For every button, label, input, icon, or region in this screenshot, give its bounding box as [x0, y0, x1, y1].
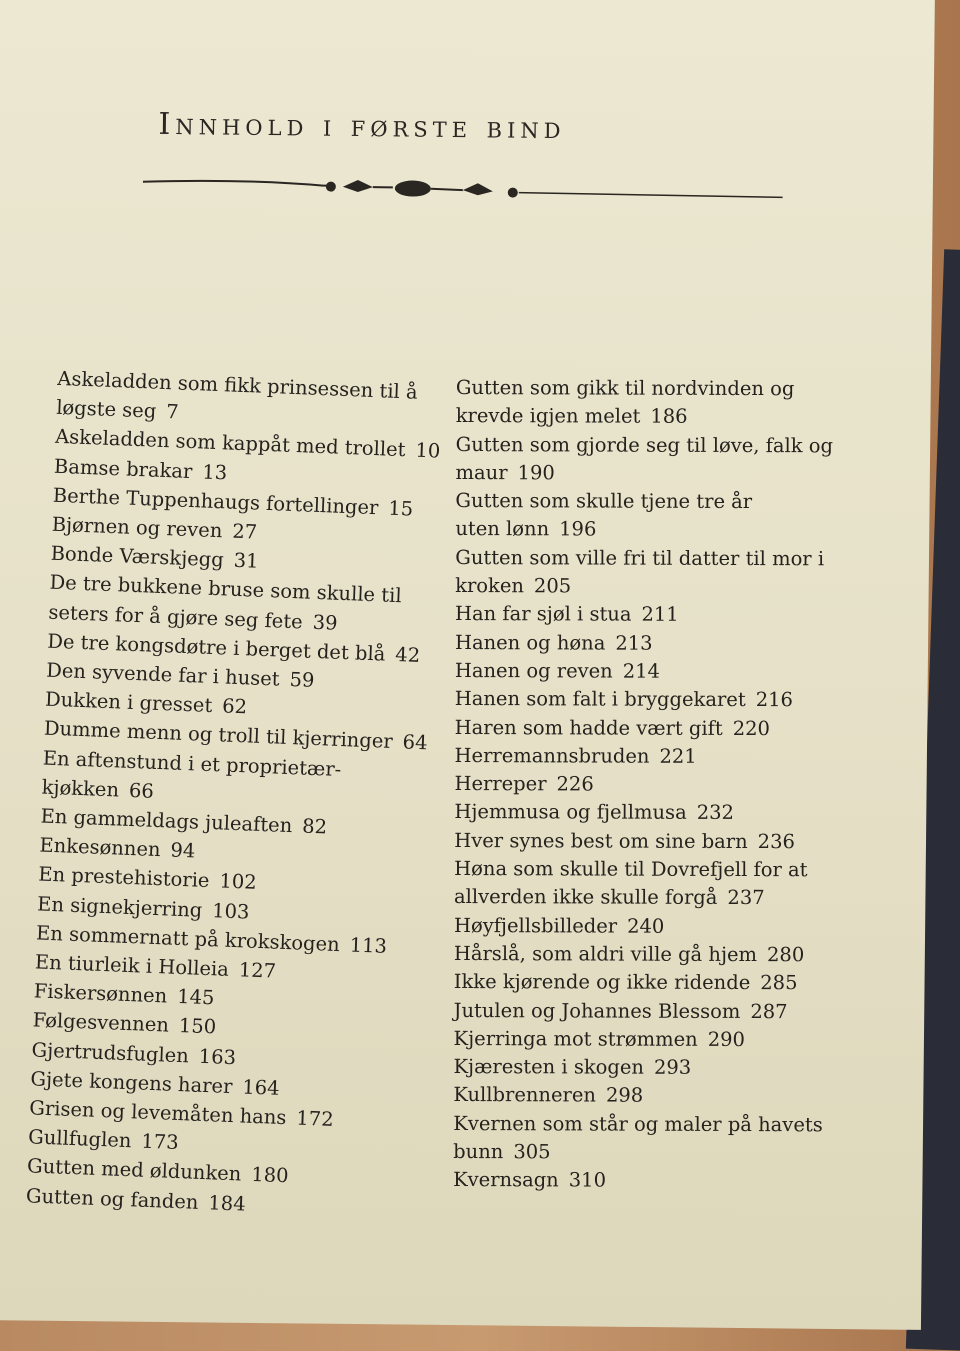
toc-entry-page: 64	[402, 730, 428, 755]
toc-entry-page: 94	[170, 838, 196, 863]
toc-entry-title: Gutten som gikk til nordvinden og	[455, 376, 795, 401]
toc-entry-title-line	[455, 657, 832, 687]
toc-entry-title: De tre bukkene bruse som skulle til	[49, 571, 402, 608]
toc-entry-title-line	[456, 459, 833, 489]
toc-entry-title: seters for å gjøre seg fete	[48, 600, 304, 634]
toc-entry	[453, 1110, 831, 1168]
toc-entry-title: En tiurleik i Holleia	[34, 950, 230, 981]
toc-entry-title: Gutten med øldunken	[26, 1154, 242, 1186]
toc-entry-title: Den syvende far i huset	[45, 658, 281, 691]
toc-entry-title-line	[455, 572, 832, 602]
toc-entry-title-line	[454, 770, 831, 800]
toc-entry-title-line	[454, 997, 831, 1027]
toc-entry-title: kroken	[455, 574, 524, 598]
toc-entry-title: Gutten som gjorde seg til løve, falk og	[455, 432, 834, 457]
toc-entry-page: 180	[250, 1163, 289, 1188]
toc-entry-title-line	[454, 827, 831, 857]
toc-entry-page: 285	[760, 971, 798, 995]
toc-entry-page: 13	[201, 460, 228, 485]
toc-entry	[454, 770, 831, 800]
ornament-divider	[143, 170, 783, 211]
toc-entry-page: 184	[207, 1190, 247, 1216]
toc-entry	[455, 487, 833, 545]
toc-entry-title: Herreper	[454, 772, 547, 796]
toc-entry-title: Høna som skulle til Dovrefjell for at	[454, 857, 808, 882]
toc-entry-title: Fiskersønnen	[33, 979, 168, 1008]
toc-entry-title: Haren som hadde vært gift	[454, 715, 723, 740]
toc-entry-page: 39	[312, 610, 338, 635]
toc-entry	[456, 431, 834, 489]
toc-entry-page: 15	[387, 496, 414, 521]
toc-entry-title: Gutten og fanden	[25, 1183, 199, 1214]
toc-entry-page: 173	[140, 1129, 180, 1155]
toc-entry-page: 305	[513, 1140, 551, 1164]
toc-entry-title-line	[453, 1110, 830, 1140]
toc-entry	[454, 798, 831, 828]
toc-entry	[454, 855, 832, 913]
toc-entry-page: 113	[349, 933, 388, 958]
toc-entry-page: 163	[198, 1044, 237, 1069]
toc-entry	[454, 968, 831, 998]
toc-entry	[455, 742, 832, 772]
toc-entry-title: Gutten som skulle tjene tre år	[455, 489, 753, 514]
toc-entry-page: 59	[289, 668, 315, 692]
toc-entry-title-line	[454, 940, 831, 970]
toc-entry-title: En prestehistorie	[37, 862, 210, 893]
toc-entry-title-line	[454, 968, 831, 998]
toc-entry-title: Herremannsbruden	[454, 743, 650, 768]
toc-entry-title-line	[455, 600, 832, 630]
toc-entry-page: 10	[415, 439, 441, 463]
toc-entry-title: Hanen og reven	[454, 658, 613, 683]
toc-entry	[455, 600, 832, 630]
toc-entry-page: 150	[178, 1014, 217, 1039]
toc-entry	[456, 374, 834, 432]
toc-entry-title-line	[454, 1025, 831, 1055]
toc-entry-title: Hjemmusa og fjellmusa	[454, 800, 687, 825]
toc-entry-page: 164	[241, 1075, 281, 1100]
toc-entry-page: 31	[233, 548, 259, 573]
toc-entry	[455, 544, 833, 602]
toc-entry-title-line	[456, 402, 833, 432]
toc-entry-title-line	[455, 714, 832, 744]
toc-entry	[454, 997, 831, 1027]
toc-entry-title: Dukken i gresset	[44, 687, 213, 718]
toc-entry-title-line	[456, 374, 833, 404]
toc-entry-title-line	[453, 1053, 830, 1083]
toc-entry-page: 226	[556, 772, 594, 796]
toc-left-column	[25, 364, 443, 1225]
toc-entry-title: Gutten som ville fri til datter til mor i	[455, 545, 825, 571]
toc-entry-title: Bjørnen og reven	[51, 512, 223, 543]
toc-entry	[454, 827, 831, 857]
toc-entry-title-line	[455, 685, 832, 715]
page-title: Innhold i første bind	[158, 106, 566, 147]
toc-entry-title: Hver synes best om sine barn	[454, 828, 748, 853]
toc-entry-title-line	[453, 1081, 830, 1111]
toc-entry-title: De tre kongsdøtre i berget det blå	[46, 629, 386, 666]
toc-entry-title: bunn	[453, 1140, 504, 1164]
toc-entry-page: 190	[517, 461, 555, 485]
toc-entry-page: 145	[176, 985, 215, 1010]
toc-entry-page: 214	[622, 659, 661, 683]
toc-entry-title: Berthe Tuppenhaugs fortellinger	[52, 483, 379, 520]
toc-entry-title: En sommernatt på krokskogen	[35, 921, 341, 956]
toc-entry-page: 237	[727, 886, 765, 910]
toc-entry-page: 62	[221, 694, 248, 719]
toc-entry-title-line	[455, 487, 832, 517]
toc-entry-title-line	[454, 855, 831, 885]
toc-entry-page: 7	[165, 400, 180, 424]
toc-entry	[454, 912, 831, 942]
toc-entry-title: Bonde Værskjegg	[50, 541, 225, 572]
toc-entry-page: 186	[650, 404, 688, 429]
toc-entry-page: 290	[707, 1027, 746, 1051]
toc-entry-page: 293	[653, 1055, 692, 1079]
toc-entry-title-line	[453, 1166, 830, 1196]
toc-entry-title: Hanen som falt i bryggekaret	[454, 687, 746, 712]
toc-entry-title: Bamse brakar	[53, 454, 193, 483]
toc-entry-page: 287	[750, 999, 788, 1023]
toc-entry	[455, 685, 832, 715]
toc-entry-title: Grisen og levemåten hans	[28, 1096, 287, 1130]
toc-entry-title: Han far sjøl i stua	[455, 602, 632, 626]
toc-entry-title: kjøkken	[41, 775, 120, 802]
toc-entry-title: krevde igjen melet	[455, 404, 641, 428]
toc-entry-title: En gammeldags juleaften	[40, 804, 293, 838]
toc-entry-page: 82	[301, 814, 328, 839]
toc-entry-title: Kullbrenneren	[453, 1083, 597, 1107]
toc-entry-page: 172	[295, 1106, 335, 1132]
toc-entry-page: 310	[568, 1168, 607, 1192]
toc-entry-title: Kjerringa mot strømmen	[453, 1026, 698, 1051]
toc-entry	[453, 1166, 830, 1196]
toc-entry-title: allverden ikke skulle forgå	[454, 885, 718, 910]
toc-entry	[454, 1025, 831, 1055]
toc-entry-title: Kjæresten i skogen	[453, 1055, 645, 1079]
toc-entry-title: Jutulen og Johannes Blessom	[453, 998, 741, 1023]
toc-entry-title-line	[454, 883, 831, 913]
toc-entry-page: 213	[615, 631, 653, 655]
toc-entry-title: Dumme menn og troll til kjerringer	[43, 717, 394, 754]
toc-entry-title: Kvernsagn	[453, 1168, 559, 1192]
toc-entry-title-line	[456, 431, 833, 461]
toc-entry-title-line	[455, 544, 832, 574]
toc-entry-page: 221	[659, 744, 697, 768]
toc-entry-page: 66	[128, 778, 155, 803]
toc-entry-title: Askeladden som kappåt med trollet	[54, 425, 406, 462]
toc-entry	[455, 629, 832, 659]
toc-entry-title: Askeladden som fikk prinsessen til å	[56, 366, 419, 404]
toc-entry-page: 216	[755, 688, 793, 712]
toc-entry-title: Hårslå, som aldri ville gå hjem	[453, 941, 758, 966]
toc-entry-title-line	[454, 798, 831, 828]
toc-entry-title: løgste seg	[55, 396, 157, 423]
toc-entry-title-line	[455, 515, 832, 545]
toc-entry-title: Ikke kjørende og ikke ridende	[453, 970, 751, 995]
toc-entry-title: Hanen og høna	[454, 630, 606, 655]
toc-entry-title-line	[455, 629, 832, 659]
toc-entry	[454, 940, 831, 970]
toc-entry	[455, 714, 832, 744]
toc-entry	[453, 1053, 830, 1083]
toc-entry-title: Gjertrudsfuglen	[31, 1038, 190, 1068]
toc-entry-title: uten lønn	[455, 517, 550, 541]
toc-entry-title: En aftenstund i et proprietær-	[42, 746, 342, 781]
toc-entry-title: maur	[455, 460, 508, 485]
toc-entry-page: 280	[767, 943, 805, 967]
toc-entry-page: 27	[231, 519, 258, 544]
toc-entry-page: 220	[732, 716, 771, 740]
toc-entry-title: En signekjerring	[36, 892, 203, 922]
toc-entry-title: Kvernen som står og maler på havets	[453, 1111, 823, 1137]
toc-entry-title: Enkesønnen	[39, 833, 161, 862]
toc-entry-page: 103	[211, 898, 250, 924]
toc-entry-page: 236	[757, 829, 795, 853]
toc-entry-page: 196	[559, 517, 597, 541]
toc-entry-page: 42	[394, 642, 421, 667]
toc-entry-page: 211	[641, 603, 679, 627]
toc-entry-title: Følgesvennen	[32, 1008, 170, 1038]
toc-entry-page: 240	[627, 914, 665, 938]
toc-entry-page: 205	[533, 574, 572, 598]
toc-entry-title-line	[453, 1138, 830, 1168]
toc-entry-page: 298	[605, 1083, 644, 1108]
toc-entry-page: 127	[238, 958, 277, 983]
toc-entry-title: Gullfuglen	[27, 1125, 132, 1153]
toc-right-column	[453, 374, 833, 1196]
toc-entry-title: Gjete kongens harer	[30, 1067, 233, 1098]
toc-entry	[453, 1081, 830, 1111]
toc-entry-title-line	[455, 742, 832, 772]
toc-entry-page: 102	[218, 869, 258, 895]
toc-entry-title-line	[454, 912, 831, 942]
toc-entry-page: 232	[696, 801, 734, 825]
toc-entry-title: Høyfjellsbilleder	[453, 913, 618, 938]
toc-entry	[455, 657, 832, 687]
